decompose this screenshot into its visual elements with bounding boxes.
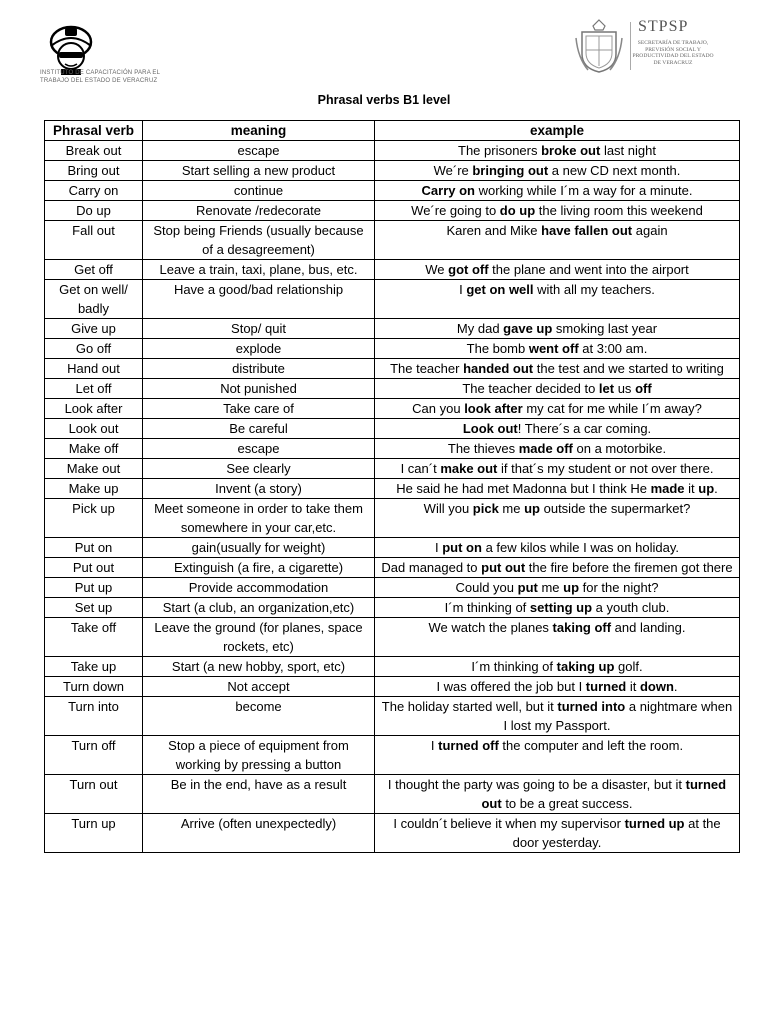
example-text: the computer and left the room. bbox=[498, 738, 684, 753]
meaning-cell: Leave a train, taxi, plane, bus, etc. bbox=[143, 260, 375, 280]
phrasal-verb-cell: Fall out bbox=[45, 221, 143, 260]
example-text: I can´t bbox=[400, 461, 441, 476]
example-text: a nightmare when I lost my Passport. bbox=[503, 699, 733, 733]
table-row bbox=[45, 260, 740, 280]
phrasal-verb-cell: Take off bbox=[45, 618, 143, 657]
phrasal-verb-cell: Turn out bbox=[45, 775, 143, 814]
phrasal-verb-cell: Break out bbox=[45, 141, 143, 161]
example-text: golf. bbox=[614, 659, 643, 674]
example-highlight: have fallen out bbox=[541, 223, 633, 238]
example-highlight: turned off bbox=[438, 738, 499, 753]
example-cell bbox=[375, 479, 740, 499]
meaning-cell: escape bbox=[143, 439, 375, 459]
example-text: . bbox=[673, 679, 678, 694]
example-cell bbox=[375, 399, 740, 419]
example-text: I´m thinking of bbox=[471, 659, 557, 674]
example-text: and landing. bbox=[611, 620, 686, 635]
example-text: Can you bbox=[412, 401, 465, 416]
example-text: the test and we started to writing bbox=[533, 361, 724, 376]
example-text: a few kilos while I was on holiday. bbox=[481, 540, 679, 555]
phrasal-verb-cell: Give up bbox=[45, 319, 143, 339]
phrasal-verb-cell: Put up bbox=[45, 578, 143, 598]
table-row bbox=[45, 280, 740, 319]
example-text: a new CD next month. bbox=[548, 163, 681, 178]
example-highlight: put on bbox=[442, 540, 482, 555]
example-text: again bbox=[632, 223, 668, 238]
table-row bbox=[45, 578, 740, 598]
example-text: outside the supermarket? bbox=[540, 501, 691, 516]
example-text: the fire before the firemen got there bbox=[525, 560, 733, 575]
phrasal-verb-cell: Get off bbox=[45, 260, 143, 280]
example-highlight: make out bbox=[440, 461, 498, 476]
example-text: me bbox=[537, 580, 564, 595]
phrasal-verb-cell: Put out bbox=[45, 558, 143, 578]
example-text: the plane and went into the airport bbox=[488, 262, 689, 277]
example-text: We bbox=[425, 262, 449, 277]
table-row bbox=[45, 657, 740, 677]
meaning-cell: Invent (a story) bbox=[143, 479, 375, 499]
meaning-cell: continue bbox=[143, 181, 375, 201]
example-highlight: made bbox=[650, 481, 685, 496]
example-highlight: pick bbox=[472, 501, 499, 516]
example-highlight: broke out bbox=[541, 143, 601, 158]
example-text: me bbox=[498, 501, 525, 516]
header-example: example bbox=[375, 121, 740, 141]
example-cell bbox=[375, 538, 740, 558]
meaning-cell: Leave the ground (for planes, space rockets, etc) bbox=[143, 618, 375, 657]
example-highlight: Carry on bbox=[421, 183, 475, 198]
example-cell bbox=[375, 319, 740, 339]
table-row bbox=[45, 499, 740, 538]
table-row bbox=[45, 814, 740, 853]
meaning-cell: become bbox=[143, 697, 375, 736]
phrasal-verb-cell: Turn off bbox=[45, 736, 143, 775]
example-cell bbox=[375, 141, 740, 161]
example-text: Karen and Mike bbox=[446, 223, 542, 238]
example-highlight: setting up bbox=[529, 600, 593, 615]
example-text: The teacher decided to bbox=[462, 381, 599, 396]
example-highlight: put out bbox=[481, 560, 526, 575]
example-text: The bomb bbox=[466, 341, 529, 356]
meaning-cell: Be careful bbox=[143, 419, 375, 439]
example-text: to be a great success. bbox=[501, 796, 633, 811]
header-meaning: meaning bbox=[143, 121, 375, 141]
example-text: I couldn´t believe it when my supervisor bbox=[393, 816, 625, 831]
example-cell bbox=[375, 339, 740, 359]
table-row bbox=[45, 359, 740, 379]
phrasal-verbs-table bbox=[44, 120, 740, 853]
example-text: The holiday started well, but it bbox=[381, 699, 558, 714]
example-text: smoking last year bbox=[552, 321, 658, 336]
table-row bbox=[45, 459, 740, 479]
table-row bbox=[45, 399, 740, 419]
example-highlight: down bbox=[639, 679, 674, 694]
example-text: last night bbox=[600, 143, 656, 158]
example-text: at 3:00 am. bbox=[578, 341, 648, 356]
example-highlight: get on well bbox=[466, 282, 534, 297]
phrasal-verb-cell: Make off bbox=[45, 439, 143, 459]
meaning-cell: Stop/ quit bbox=[143, 319, 375, 339]
page-title: Phrasal verbs B1 level bbox=[317, 93, 451, 107]
meaning-cell: distribute bbox=[143, 359, 375, 379]
meaning-cell: Provide accommodation bbox=[143, 578, 375, 598]
example-text: with all my teachers. bbox=[533, 282, 655, 297]
example-cell bbox=[375, 379, 740, 399]
example-text: The prisoners bbox=[458, 143, 542, 158]
agency-subtitle: SECRETARÍA DE TRABAJO, PREVISIÓN SOCIAL Y PRODUCTIVIDAD DEL ESTADO DE VERACRUZ bbox=[632, 40, 714, 66]
phrasal-verb-cell: Carry on bbox=[45, 181, 143, 201]
meaning-cell: Start (a club, an organization,etc) bbox=[143, 598, 375, 618]
example-text: The teacher bbox=[390, 361, 464, 376]
example-cell bbox=[375, 221, 740, 260]
meaning-cell: Have a good/bad relationship bbox=[143, 280, 375, 319]
example-highlight: up bbox=[524, 501, 540, 516]
table-row bbox=[45, 538, 740, 558]
example-cell bbox=[375, 657, 740, 677]
phrasal-verb-cell: Look after bbox=[45, 399, 143, 419]
example-highlight: up bbox=[698, 481, 715, 496]
example-highlight: taking up bbox=[556, 659, 615, 674]
example-text: my cat for me while I´m away? bbox=[522, 401, 702, 416]
example-cell bbox=[375, 419, 740, 439]
table-row bbox=[45, 141, 740, 161]
example-highlight: turned bbox=[585, 679, 627, 694]
table-row bbox=[45, 618, 740, 657]
example-text: My dad bbox=[456, 321, 504, 336]
example-cell bbox=[375, 697, 740, 736]
example-text: Will you bbox=[423, 501, 473, 516]
table-row bbox=[45, 319, 740, 339]
phrasal-verb-cell: Pick up bbox=[45, 499, 143, 538]
example-text: it bbox=[684, 481, 699, 496]
example-text: a youth club. bbox=[592, 600, 670, 615]
table-row bbox=[45, 677, 740, 697]
example-cell bbox=[375, 280, 740, 319]
example-cell bbox=[375, 598, 740, 618]
example-text: I´m thinking of bbox=[444, 600, 530, 615]
table-row bbox=[45, 775, 740, 814]
example-text: He said he had met Madonna but I think He bbox=[396, 481, 651, 496]
phrasal-verb-cell: Turn into bbox=[45, 697, 143, 736]
table-row bbox=[45, 181, 740, 201]
example-highlight: look after bbox=[464, 401, 523, 416]
example-cell bbox=[375, 736, 740, 775]
table-row bbox=[45, 697, 740, 736]
example-text: working while I´m a way for a minute. bbox=[475, 183, 693, 198]
example-text: I bbox=[459, 282, 467, 297]
example-text: I bbox=[435, 540, 443, 555]
phrasal-verb-cell: Put on bbox=[45, 538, 143, 558]
header-phrasal-verb: Phrasal verb bbox=[45, 121, 143, 141]
meaning-cell: Not punished bbox=[143, 379, 375, 399]
example-text: for the night? bbox=[579, 580, 659, 595]
example-text: I thought the party was going to be a disaster, but it bbox=[387, 777, 686, 792]
example-highlight: let bbox=[598, 381, 615, 396]
phrasal-verb-cell: Hand out bbox=[45, 359, 143, 379]
phrasal-verb-cell: Let off bbox=[45, 379, 143, 399]
example-cell bbox=[375, 775, 740, 814]
example-cell bbox=[375, 578, 740, 598]
phrasal-verb-cell: Bring out bbox=[45, 161, 143, 181]
phrasal-verb-cell: Turn up bbox=[45, 814, 143, 853]
phrasal-verb-cell: Look out bbox=[45, 419, 143, 439]
helmet-logo-icon bbox=[45, 22, 97, 76]
example-cell bbox=[375, 359, 740, 379]
phrasal-verb-cell: Get on well/ badly bbox=[45, 280, 143, 319]
table-row bbox=[45, 736, 740, 775]
example-text: at the door yesterday. bbox=[512, 816, 721, 850]
example-cell bbox=[375, 161, 740, 181]
meaning-cell: gain(usually for weight) bbox=[143, 538, 375, 558]
example-highlight: made off bbox=[518, 441, 573, 456]
example-highlight: gave up bbox=[503, 321, 553, 336]
example-text: the living room this weekend bbox=[535, 203, 703, 218]
table-row bbox=[45, 161, 740, 181]
meaning-cell: Stop being Friends (usually because of a desagreement) bbox=[143, 221, 375, 260]
example-cell bbox=[375, 459, 740, 479]
example-text: We watch the planes bbox=[428, 620, 553, 635]
example-highlight: turned up bbox=[624, 816, 685, 831]
phrasal-verb-cell: Turn down bbox=[45, 677, 143, 697]
example-highlight: went off bbox=[528, 341, 579, 356]
meaning-cell: Be in the end, have as a result bbox=[143, 775, 375, 814]
table-row bbox=[45, 598, 740, 618]
example-highlight: Look out bbox=[462, 421, 518, 436]
example-highlight: taking off bbox=[552, 620, 612, 635]
phrasal-verb-cell: Do up bbox=[45, 201, 143, 221]
table-row bbox=[45, 379, 740, 399]
phrasal-verb-cell: Set up bbox=[45, 598, 143, 618]
example-text: We´re bbox=[433, 163, 473, 178]
agency-name: STPSP bbox=[638, 18, 689, 35]
table-row bbox=[45, 479, 740, 499]
example-text: it bbox=[626, 679, 640, 694]
institute-name: INSTITUTO DE CAPACITACIÓN PARA EL TRABAJO DEL ESTADO DE VERACRUZ bbox=[40, 70, 160, 84]
example-cell bbox=[375, 618, 740, 657]
example-highlight: turned into bbox=[557, 699, 626, 714]
meaning-cell: Stop a piece of equipment from working by pressing a button bbox=[143, 736, 375, 775]
agency-logo bbox=[574, 18, 734, 74]
meaning-cell: Start (a new hobby, sport, etc) bbox=[143, 657, 375, 677]
phrasal-verb-cell: Make up bbox=[45, 479, 143, 499]
example-highlight: handed out bbox=[463, 361, 534, 376]
veracruz-seal-icon bbox=[574, 18, 624, 74]
example-highlight: put bbox=[517, 580, 538, 595]
table-row bbox=[45, 419, 740, 439]
example-text: . bbox=[714, 481, 718, 496]
phrasal-verb-cell: Go off bbox=[45, 339, 143, 359]
example-cell bbox=[375, 499, 740, 538]
meaning-cell: Arrive (often unexpectedly) bbox=[143, 814, 375, 853]
example-highlight: up bbox=[563, 580, 580, 595]
example-highlight: turned out bbox=[481, 777, 727, 811]
meaning-cell: explode bbox=[143, 339, 375, 359]
example-cell bbox=[375, 677, 740, 697]
meaning-cell: Renovate /redecorate bbox=[143, 201, 375, 221]
example-text: ! There´s a car coming. bbox=[517, 421, 652, 436]
example-text: We´re going to bbox=[411, 203, 500, 218]
table-row bbox=[45, 221, 740, 260]
example-text: I was offered the job but I bbox=[436, 679, 586, 694]
meaning-cell: Start selling a new product bbox=[143, 161, 375, 181]
example-cell bbox=[375, 181, 740, 201]
example-cell bbox=[375, 814, 740, 853]
meaning-cell: Meet someone in order to take them somewhere in your car,etc. bbox=[143, 499, 375, 538]
example-highlight: bringing out bbox=[472, 163, 549, 178]
meaning-cell: escape bbox=[143, 141, 375, 161]
example-text: us bbox=[614, 381, 636, 396]
example-text: if that´s my student or not over there. bbox=[497, 461, 714, 476]
meaning-cell: See clearly bbox=[143, 459, 375, 479]
example-text: Dad managed to bbox=[381, 560, 482, 575]
meaning-cell: Take care of bbox=[143, 399, 375, 419]
table-row bbox=[45, 201, 740, 221]
example-cell bbox=[375, 260, 740, 280]
example-cell bbox=[375, 439, 740, 459]
example-text: I bbox=[430, 738, 439, 753]
example-text: Could you bbox=[455, 580, 518, 595]
example-highlight: got off bbox=[448, 262, 489, 277]
example-cell bbox=[375, 201, 740, 221]
table-row bbox=[45, 339, 740, 359]
table-row bbox=[45, 439, 740, 459]
phrasal-verb-cell: Take up bbox=[45, 657, 143, 677]
table-row bbox=[45, 558, 740, 578]
example-text: The thieves bbox=[447, 441, 519, 456]
example-cell bbox=[375, 558, 740, 578]
example-highlight: do up bbox=[499, 203, 536, 218]
meaning-cell: Extinguish (a fire, a cigarette) bbox=[143, 558, 375, 578]
example-highlight: off bbox=[635, 381, 652, 396]
table-header-row bbox=[45, 121, 740, 141]
example-text: on a motorbike. bbox=[572, 441, 667, 456]
phrasal-verb-cell: Make out bbox=[45, 459, 143, 479]
meaning-cell: Not accept bbox=[143, 677, 375, 697]
